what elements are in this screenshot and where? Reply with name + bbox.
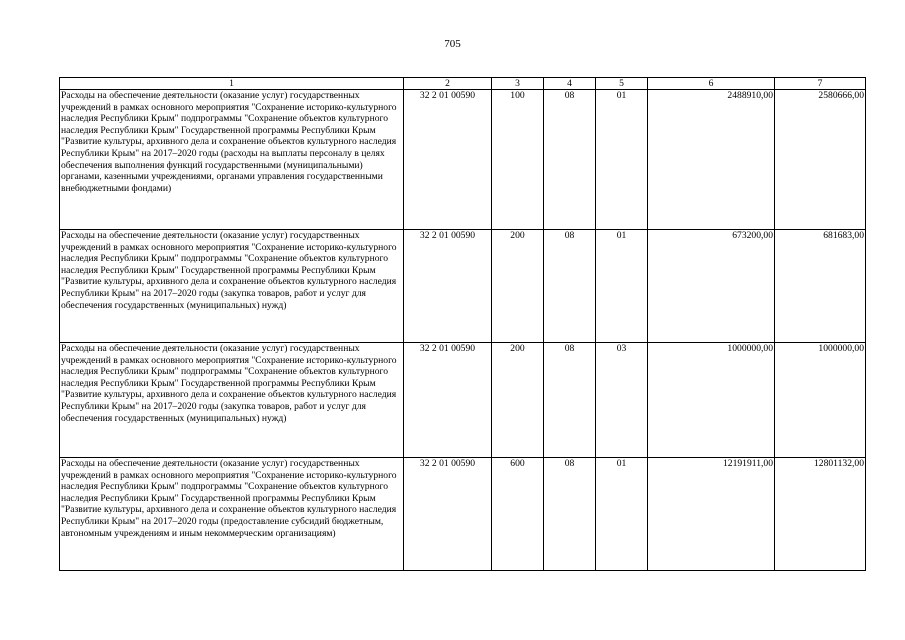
column-header-7: 7 — [775, 78, 866, 90]
column-header-5: 5 — [596, 78, 648, 90]
row-description: Расходы на обеспечение деятельности (оказание услуг) государственных учреждений в рамках основного мероприятия "Сохранение историко-культурного наследия Республики Крым" подпрограммы "Сохранение объектов культурного наследия Республики Крым" Государственной программы Республики Крым "Развитие культуры, архивного дела и сохранение объектов культурного наследия Республики Крым" на 2017–2020 годы (расходы на выплаты персоналу в целях обеспечения выполнения функций государственными (муниципальными) органами, казенными учреждениями, органами управления государственными внебюджетными фондами) — [60, 90, 404, 230]
column-header-4: 4 — [544, 78, 596, 90]
budget-table — [59, 77, 866, 571]
row-section: 08 — [544, 90, 596, 230]
table-row — [60, 230, 866, 343]
row-amount-2: 12801132,00 — [775, 458, 866, 571]
row-expense-type: 600 — [492, 458, 544, 571]
row-section: 08 — [544, 343, 596, 458]
row-subsection: 03 — [596, 343, 648, 458]
row-amount-1: 2488910,00 — [648, 90, 775, 230]
row-target-article: 32 2 01 00590 — [404, 230, 492, 343]
row-target-article: 32 2 01 00590 — [404, 90, 492, 230]
row-section: 08 — [544, 230, 596, 343]
row-amount-1: 673200,00 — [648, 230, 775, 343]
page-number: 705 — [444, 38, 461, 50]
row-amount-2: 681683,00 — [775, 230, 866, 343]
row-expense-type: 200 — [492, 343, 544, 458]
row-description: Расходы на обеспечение деятельности (оказание услуг) государственных учреждений в рамках основного мероприятия "Сохранение историко-культурного наследия Республики Крым" подпрограммы "Сохранение объектов культурного наследия Республики Крым" Государственной программы Республики Крым "Развитие культуры, архивного дела и сохранение объектов культурного наследия Республики Крым" на 2017–2020 годы (закупка товаров, работ и услуг для обеспечения государственных (муниципальных) нужд) — [60, 343, 404, 458]
row-subsection: 01 — [596, 458, 648, 571]
row-target-article: 32 2 01 00590 — [404, 343, 492, 458]
table-row — [60, 90, 866, 230]
column-header-3: 3 — [492, 78, 544, 90]
row-amount-2: 2580666,00 — [775, 90, 866, 230]
row-subsection: 01 — [596, 230, 648, 343]
row-expense-type: 200 — [492, 230, 544, 343]
row-section: 08 — [544, 458, 596, 571]
column-header-6: 6 — [648, 78, 775, 90]
row-description: Расходы на обеспечение деятельности (оказание услуг) государственных учреждений в рамках основного мероприятия "Сохранение историко-культурного наследия Республики Крым" подпрограммы "Сохранение объектов культурного наследия Республики Крым" Государственной программы Республики Крым "Развитие культуры, архивного дела и сохранение объектов культурного наследия Республики Крым" на 2017–2020 годы (закупка товаров, работ и услуг для обеспечения государственных (муниципальных) нужд) — [60, 230, 404, 343]
row-expense-type: 100 — [492, 90, 544, 230]
row-description: Расходы на обеспечение деятельности (оказание услуг) государственных учреждений в рамках основного мероприятия "Сохранение историко-культурного наследия Республики Крым" подпрограммы "Сохранение объектов культурного наследия Республики Крым" Государственной программы Республики Крым "Развитие культуры, архивного дела и сохранение объектов культурного наследия Республики Крым" на 2017–2020 годы (предоставление субсидий бюджетным, автономным учреждениям и иным некоммерческим организациям) — [60, 458, 404, 571]
row-amount-2: 1000000,00 — [775, 343, 866, 458]
table-header-row — [60, 78, 866, 90]
column-header-1: 1 — [60, 78, 404, 90]
row-amount-1: 12191911,00 — [648, 458, 775, 571]
table-row — [60, 343, 866, 458]
row-subsection: 01 — [596, 90, 648, 230]
table-row — [60, 458, 866, 571]
row-amount-1: 1000000,00 — [648, 343, 775, 458]
column-header-2: 2 — [404, 78, 492, 90]
row-target-article: 32 2 01 00590 — [404, 458, 492, 571]
